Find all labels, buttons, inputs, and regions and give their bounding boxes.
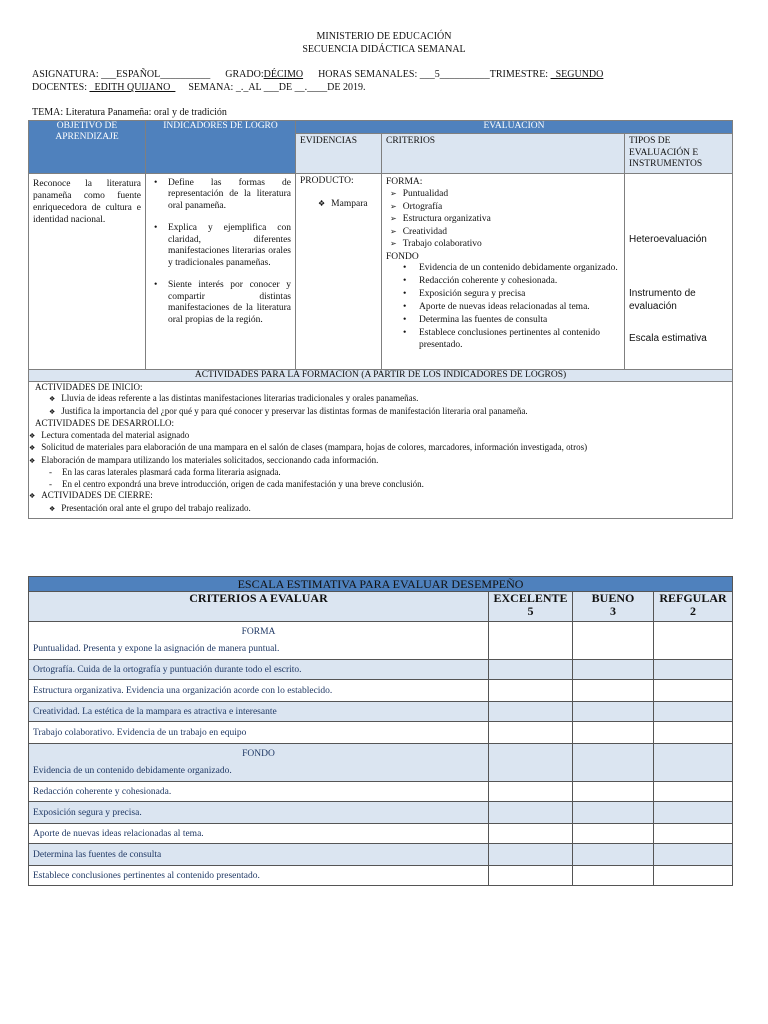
forma-item: ➢ Creatividad [386,226,620,239]
tema-line: TEMA: Literatura Panameña: oral y de tradición [32,107,227,118]
fondo-item: • Aporte de nuevas ideas relacionadas al tema. [386,302,620,314]
diamond-bullet-icon: ❖ [318,198,326,208]
score-cell[interactable] [489,866,573,886]
score-cell[interactable] [573,824,654,844]
criterio-row: Exposición segura y precisa. [29,802,489,824]
criterio-row: FORMA Puntualidad. Presenta y expone la asignación de manera puntual. [29,622,489,660]
trimestre-label: TRIMESTRE: [489,69,549,80]
score-cell[interactable] [489,744,573,782]
trimestre-value: _SEGUNDO [550,69,604,80]
score-cell[interactable] [573,660,654,680]
desarrollo-item: ❖ Lectura comentada del material asignado [29,430,732,443]
document-header [0,30,768,56]
criterio-row: Estructura organizativa. Evidencia una organización acorde con lo establecido. [29,680,489,702]
col-excelente: EXCELENTE 5 [489,592,573,622]
score-cell[interactable] [573,622,654,660]
desarrollo-item: ❖ Solicitud de materiales para elaboración de una mampara en el salón de clases (mampara, hojas de colores, marcadores, información investigada, otros) [29,442,732,455]
fondo-item: • Redacción coherente y cohesionada. [386,276,620,288]
ministry-title: MINISTERIO DE EDUCACIÓN [316,31,452,42]
objetivo-cell: Reconoce la literatura panameña como fuente enriquecedora de cultura e identidad nacional. [29,173,146,369]
col-regular: REFGULAR 2 [654,592,733,622]
mampara-item: ❖ Mampara [318,198,368,209]
header-indicadores: INDICADORES DE LOGRO [146,121,296,174]
header-evaluacion: EVALUACION [296,121,733,134]
actividades-header: ACTIVIDADES PARA LA FORMACION (A PARTIR DE LOS INDICADORES DE LOGROS) [29,369,733,381]
score-cell[interactable] [489,622,573,660]
docentes-value: _EDITH QUIJANO_ [89,82,176,93]
docentes-label: DOCENTES: [32,82,87,93]
score-cell[interactable] [654,844,733,866]
escala-title: ESCALA ESTIMATIVA PARA EVALUAR DESEMPEÑO [29,577,733,592]
score-cell[interactable] [489,702,573,722]
fondo-item: • Determina las fuentes de consulta [386,315,620,327]
fondo-item: • Establece conclusiones pertinentes al contenido presentado. [386,328,620,351]
desarrollo-label: ACTIVIDADES DE DESARROLLO: [35,418,174,428]
criterio-row: Trabajo colaborativo. Evidencia de un trabajo en equipo [29,722,489,744]
grado-value: DÉCIMO [263,69,304,80]
criterio-row: Aporte de nuevas ideas relacionadas al tema. [29,824,489,844]
score-cell[interactable] [654,660,733,680]
score-cell[interactable] [654,680,733,702]
fondo-item: • Evidencia de un contenido debidamente organizado. [386,263,620,275]
score-cell[interactable] [573,702,654,722]
score-cell[interactable] [489,782,573,802]
criterio-row: Redacción coherente y cohesionada. [29,782,489,802]
actividades-body [29,381,733,519]
score-cell[interactable] [573,744,654,782]
score-cell[interactable] [654,802,733,824]
score-cell[interactable] [489,660,573,680]
criterio-row: Establece conclusiones pertinentes al contenido presentado. [29,866,489,886]
asignatura-value: ___ESPAÑOL__________ [101,69,211,80]
forma-item: ➢ Trabajo colaborativo [386,238,620,251]
score-cell[interactable] [573,802,654,824]
tipo-instrumento: Instrumento de evaluación [629,287,696,312]
score-cell[interactable] [654,622,733,660]
score-cell[interactable] [573,866,654,886]
col-bueno: BUENO 3 [573,592,654,622]
score-cell[interactable] [573,844,654,866]
didactic-sequence-table [28,120,733,519]
cierre-label: ❖ ACTIVIDADES DE CIERRE: [29,490,732,503]
indicadores-cell [146,173,296,369]
fondo-item: • Exposición segura y precisa [386,289,620,301]
score-cell[interactable] [654,824,733,844]
tipo-escala: Escala estimativa [629,332,707,344]
criterio-row: Ortografía. Cuida de la ortografía y puntuación durante todo el escrito. [29,660,489,680]
score-cell[interactable] [654,722,733,744]
inicio-label: ACTIVIDADES DE INICIO: [35,381,143,392]
evidencias-cell [296,173,382,369]
header-objetivo: OBJETIVO DE APRENDIZAJE [29,121,146,174]
desarrollo-item: ❖ Elaboración de mampara utilizando los materiales solicitados, seccionando cada información. [29,455,732,468]
sequence-title: SECUENCIA DIDÁCTICA SEMANAL [302,44,466,55]
criterio-row: FONDO Evidencia de un contenido debidamente organizado. [29,744,489,782]
indicador-item: • Explica y ejemplifica con claridad, diferentes manifestaciones literarias orales y tradicionales panameñas. [150,223,291,269]
horas-value: ___5__________ [419,69,490,80]
cierre-item: ❖ Presentación oral ante el grupo del trabajo realizado. [29,503,732,516]
header-criterios: CRITERIOS [382,134,625,174]
horas-label: HORAS SEMANALES: [318,69,418,80]
semana-text: SEMANA: _._AL ___DE __.____DE 2019. [188,82,366,93]
criterios-cell [382,173,625,369]
score-cell[interactable] [573,782,654,802]
score-cell[interactable] [489,844,573,866]
forma-item: ➢ Puntualidad [386,188,620,201]
escala-estimativa-table [28,576,733,886]
asignatura-label: ASIGNATURA: [32,69,99,80]
fondo-label: FONDO [386,251,419,262]
criterio-row: Determina las fuentes de consulta [29,844,489,866]
meta-line-1 [32,69,603,80]
score-cell[interactable] [654,782,733,802]
score-cell[interactable] [654,866,733,886]
score-cell[interactable] [489,824,573,844]
score-cell[interactable] [654,744,733,782]
score-cell[interactable] [489,722,573,744]
inicio-item: ❖ Lluvia de ideas referente a las distintas manifestaciones literarias tradicionales y orales panameñas. [29,393,732,406]
score-cell[interactable] [654,702,733,722]
desarrollo-subitem: - En el centro expondrá una breve introducción, origen de cada manifestación y una breve conclusión. [29,479,732,491]
col-criterios: CRITERIOS A EVALUAR [29,592,489,622]
indicador-item: • Define las formas de representación de la literatura oral panameña. [150,178,291,213]
meta-line-2 [32,82,365,93]
score-cell[interactable] [489,680,573,702]
indicador-item: • Siente interés por conocer y compartir distintas manifestaciones de la literatura oral propias de la región. [150,280,291,326]
score-cell[interactable] [573,722,654,744]
forma-item: ➢ Estructura organizativa [386,213,620,226]
criterio-row: Creatividad. La estética de la mampara es atractiva e interesante [29,702,489,722]
grado-label: GRADO: [225,69,264,80]
producto-label: PRODUCTO: [300,175,354,186]
header-tipos: TIPOS DE EVALUACIÓN E INSTRUMENTOS [625,134,733,174]
desarrollo-subitem: - En las caras laterales plasmará cada forma literaria asignada. [29,467,732,479]
tipo-heteroevaluacion: Heteroevaluación [629,233,707,245]
forma-section-label: FORMA [241,627,276,637]
score-cell[interactable] [489,802,573,824]
inicio-item: ❖ Justifica la importancia del ¿por qué y para qué conocer y preservar las distintas formas de manifestación literaria oral panameña. [29,406,732,419]
header-evidencias: EVIDENCIAS [296,134,382,174]
score-cell[interactable] [573,680,654,702]
tipos-cell [625,173,733,369]
forma-item: ➢ Ortografía [386,201,620,214]
fondo-section-label: FONDO [242,749,275,759]
forma-label: FORMA: [386,176,423,187]
